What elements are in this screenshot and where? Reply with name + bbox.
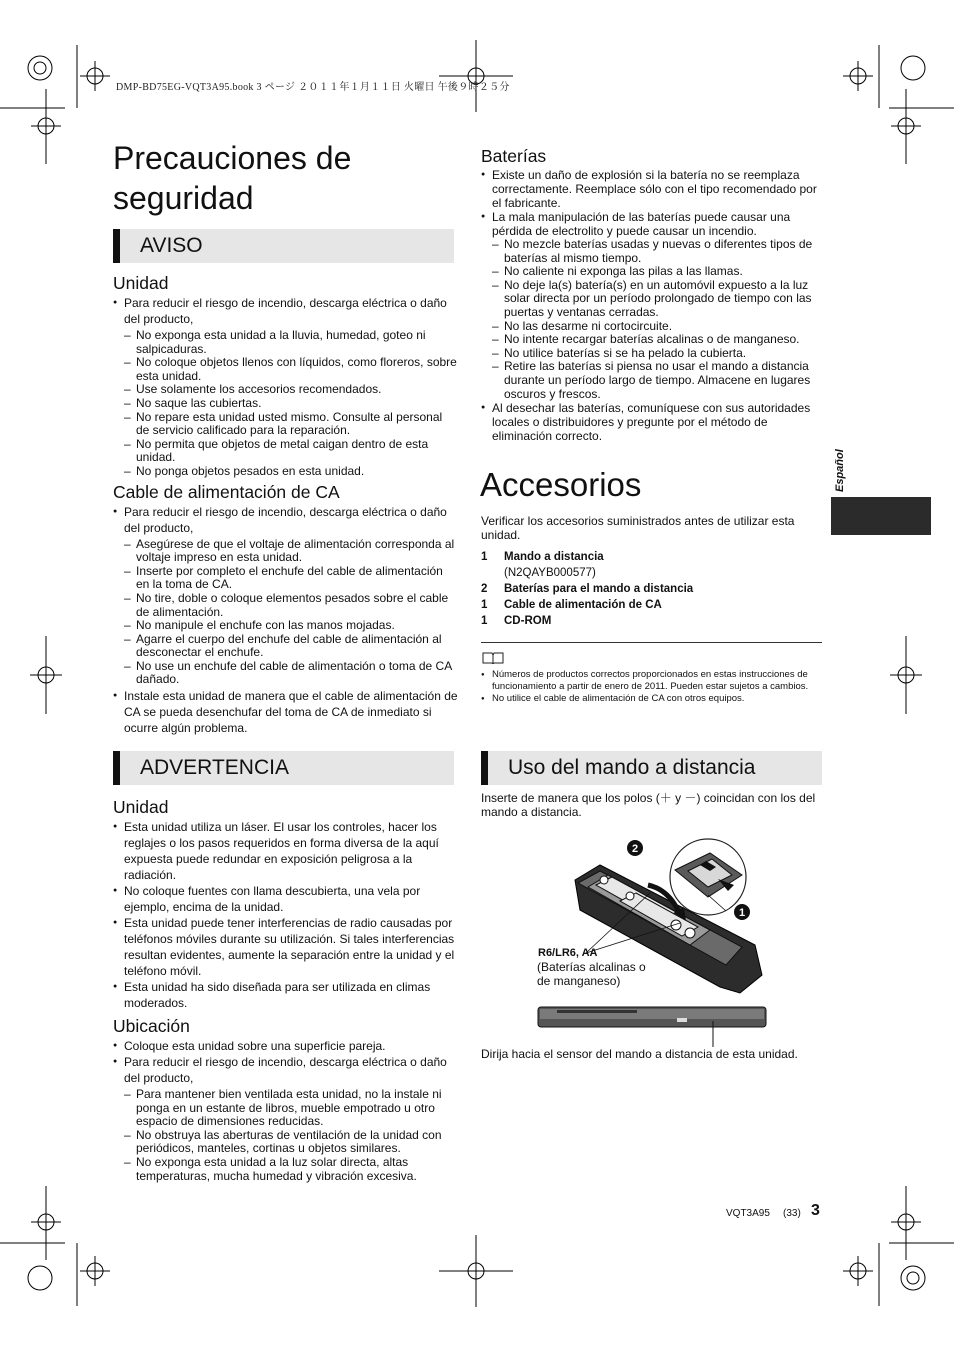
mando-intro-text: Inserte de manera que los polos (＋ y －) coincidan con los del mando a distancia. <box>481 791 816 819</box>
list-item: – No caliente ni exponga las pilas a las llamas. <box>492 265 823 279</box>
accesorios-section <box>481 514 823 629</box>
ubicacion-subheading: Ubicación <box>113 1016 190 1036</box>
list-item: – No intente recargar baterías alcalinas o de manganeso. <box>492 333 823 347</box>
list-item: – Use solamente los accesorios recomendados. <box>124 383 458 397</box>
step-2-badge: 2 <box>631 843 639 855</box>
list-item: – Retire las baterías si piensa no usar el mando a distancia durante un período largo de tiempo. Almacene en lugares oscuros y frescos. <box>492 360 823 401</box>
mando-intro <box>481 791 823 819</box>
list-item: – No manipule el enchufe con las manos mojadas. <box>124 619 458 633</box>
list-item: ● Esta unidad puede tener interferencias de radio causadas por teléfonos móviles durante su utilización. Si tales interferencias resultan evidentes, aumente la separación entre la unidad y el teléfono móvil. <box>113 915 458 979</box>
item-qty: 2 <box>481 583 488 595</box>
language-label: Español <box>834 449 846 492</box>
advertencia-unidad-subheading: Unidad <box>113 797 169 817</box>
accesorios-title: Accesorios <box>480 466 642 503</box>
doc-subpage: (33) <box>783 1208 801 1219</box>
language-tab <box>831 497 931 535</box>
list-item: – No use un enchufe del cable de alimentación o toma de CA dañado. <box>124 660 458 687</box>
list-item: – No permita que objetos de metal caigan dentro de esta unidad. <box>124 438 458 465</box>
aviso-unidad-bullet: ● Para reducir el riesgo de incendio, descarga eléctrica o daño del producto, <box>113 295 458 327</box>
ubicacion-list <box>124 1088 458 1183</box>
advertencia-unidad-list <box>113 819 458 1011</box>
mando-heading: Uso del mando a distancia <box>481 751 822 785</box>
item-name: Mando a distancia <box>504 551 604 563</box>
aviso-cable-bullet: ● Para reducir el riesgo de incendio, descarga eléctrica o daño del producto, <box>113 504 458 536</box>
left-column <box>113 138 458 218</box>
aviso-unidad-subheading: Unidad <box>113 273 169 293</box>
accesorios-notes <box>481 669 823 705</box>
doc-code: VQT3A95 <box>726 1208 770 1219</box>
item-qty: 1 <box>481 615 488 627</box>
list-item: – Asegúrese de que el voltaje de alimentación corresponda al voltaje impreso en esta unidad. <box>124 538 458 565</box>
list-item: – No exponga esta unidad a la luz solar directa, altas temperaturas, mucha humedad y vibración excesiva. <box>124 1156 458 1183</box>
advertencia-heading: ADVERTENCIA <box>113 751 454 785</box>
item-qty: 1 <box>481 599 488 611</box>
note-item: ● Números de productos correctos proporcionados en estas instrucciones de funcionamiento a partir de enero de 2011. Pueden estar sujetos a cambios. <box>481 669 823 693</box>
list-item <box>481 581 823 597</box>
item-code: (N2QAYB000577) <box>504 567 596 579</box>
list-item: – No utilice baterías si se ha pelado la cubierta. <box>492 347 823 361</box>
aviso-cable-subheading: Cable de alimentación de CA <box>113 481 340 502</box>
list-item: ● Esta unidad ha sido diseñada para ser utilizada en climas moderados. <box>113 979 458 1011</box>
page-number: 3 <box>811 1202 820 1219</box>
list-item <box>481 597 823 613</box>
accesorios-intro: Verificar los accesorios suministrados antes de utilizar esta unidad. <box>481 514 795 542</box>
list-item: ● Esta unidad utiliza un láser. El usar los controles, hacer los reglajes o los pasos requeridos en forma diversa de la aquí expuesta puede redundar en exposición peligrosa a la radiación. <box>113 819 458 883</box>
aviso-section <box>113 273 458 736</box>
list-item <box>481 613 823 629</box>
item-name: Cable de alimentación de CA <box>504 599 662 611</box>
battery-type-label: R6/LR6, AA <box>538 947 598 959</box>
list-item: – No coloque objetos llenos con líquidos, como floreros, sobre esta unidad. <box>124 356 458 383</box>
list-item: – Para mantener bien ventilada esta unidad, no la instale ni ponga en un estante de libros, mueble empotrado u otro espacio de dimensiones reducidas. <box>124 1088 458 1129</box>
baterias-bullet-3: ● Al desechar las baterías, comuníquese con sus autoridades locales o distribuidores y pregunte por el método de eliminación correcto. <box>481 401 823 443</box>
item-qty: 1 <box>481 551 488 563</box>
title-line-1: Precauciones de <box>113 140 352 176</box>
item-name: Baterías para el mando a distancia <box>504 583 694 595</box>
list-item: – No tire, doble o coloque elementos pesados sobre el cable de alimentación. <box>124 592 458 619</box>
accesorios-list <box>481 549 823 629</box>
list-item: – Agarre el cuerpo del enchufe del cable de alimentación al desconectar el enchufe. <box>124 633 458 660</box>
note-divider <box>481 642 822 643</box>
baterias-section <box>481 146 823 443</box>
baterias-list <box>492 238 823 401</box>
ubicacion-bullet-2: ● Para reducir el riesgo de incendio, descarga eléctrica o daño del producto, <box>113 1054 458 1086</box>
player-illustration <box>537 1005 767 1049</box>
baterias-subheading: Baterías <box>481 146 547 166</box>
list-item: – No mezcle baterías usadas y nuevas o diferentes tipos de baterías al mismo tiempo. <box>492 238 823 265</box>
title-line-2: seguridad <box>113 180 254 216</box>
battery-desc-line-1: (Baterías alcalinas o <box>537 960 646 974</box>
baterias-bullet-1: ● Existe un daño de explosión si la batería no se reemplaza correctamente. Reemplace sólo con el tipo recomendado por el fabricante. <box>481 168 823 210</box>
list-item: – No deje la(s) batería(s) en un automóvil expuesto a la luz solar directa por un período prolongado de tiempo con las puertas y ventanas cerradas. <box>492 279 823 320</box>
item-name: CD-ROM <box>504 615 552 627</box>
baterias-bullet-2: ● La mala manipulación de las baterías puede causar una pérdida de electrolito y puede causar un incendio. <box>481 210 823 238</box>
aviso-heading: AVISO <box>113 229 454 263</box>
list-item: – No ponga objetos pesados en esta unidad. <box>124 465 458 479</box>
note-item: ● No utilice el cable de alimentación de CA con otros equipos. <box>481 693 823 705</box>
remote-battery-illustration <box>530 835 770 1015</box>
list-item <box>481 549 823 581</box>
mando-caption: Dirija hacia el sensor del mando a distancia de esta unidad. <box>481 1047 798 1061</box>
list-item: – No exponga esta unidad a la lluvia, humedad, goteo ni salpicaduras. <box>124 329 458 356</box>
ubicacion-bullet-1: ● Coloque esta unidad sobre una superficie pareja. <box>113 1038 458 1054</box>
aviso-cable-bullet-2: ● Instale esta unidad de manera que el cable de alimentación de CA se pueda desenchufar del toma de CA de inmediato si ocurre algún problema. <box>113 688 458 736</box>
list-item: ● No coloque fuentes con llama descubierta, una vela por ejemplo, encima de la unidad. <box>113 883 458 915</box>
aviso-unidad-list <box>124 329 458 479</box>
advertencia-section <box>113 797 458 1183</box>
print-header: DMP-BD75EG-VQT3A95.book 3 ページ ２０１１年１月１１日 火曜日 午後９時２５分 <box>116 82 510 93</box>
book-icon <box>482 651 504 664</box>
list-item: – No saque las cubiertas. <box>124 397 458 411</box>
step-1-badge: 1 <box>738 907 746 919</box>
list-item: – Inserte por completo el enchufe del cable de alimentación en la toma de CA. <box>124 565 458 592</box>
battery-description <box>537 960 646 988</box>
list-item: – No obstruya las aberturas de ventilación de la unidad con periódicos, manteles, cortinas u objetos similares. <box>124 1129 458 1156</box>
aviso-cable-list <box>124 538 458 688</box>
list-item: – No las desarme ni cortocircuite. <box>492 320 823 334</box>
battery-desc-line-2: de manganeso) <box>537 974 621 988</box>
list-item: – No repare esta unidad usted mismo. Consulte al personal de servicio calificado para la reparación. <box>124 411 458 438</box>
page-title <box>113 138 458 218</box>
